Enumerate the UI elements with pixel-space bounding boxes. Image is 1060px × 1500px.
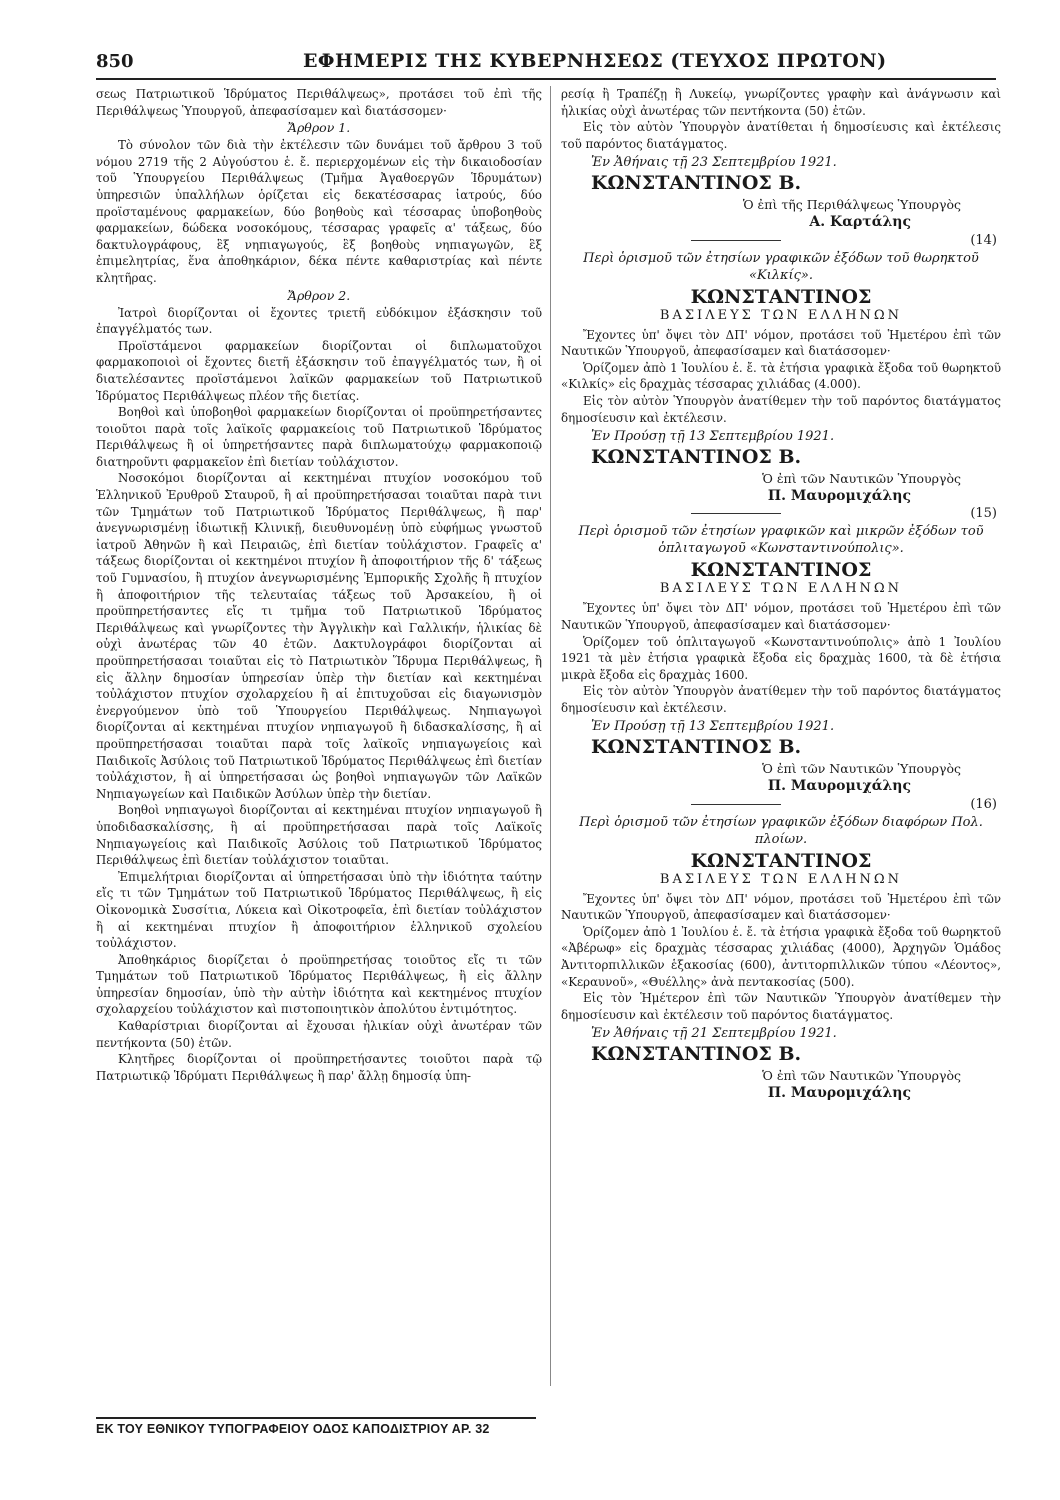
king-subtitle: ΒΑΣΙΛΕΥΣ ΤΩΝ ΕΛΛΗΝΩΝ xyxy=(659,871,903,887)
minister-title: Ὁ ἐπὶ τῆς Περιθάλψεως Ὑπουργὸς xyxy=(742,197,961,213)
execution-clause: Εἰς τὸν αὐτὸν Ὑπουργὸν ἀνατίθεμεν τὴν τοῦ παρόντος διατάγματος δημοσίευσιν καὶ ἐκτέλεσιν. xyxy=(561,393,1001,425)
printer-imprint: ΕΚ ΤΟΥ ΕΘΝΙΚΟΥ ΤΥΠΟΓΡΑΦΕΙΟΥ ΟΔΟΣ ΚΑΠΟΔΙΣΤΡΙΟΥ ΑΡ. 32 xyxy=(96,1417,536,1436)
body-columns xyxy=(96,86,1001,1386)
separator-rule xyxy=(691,240,781,241)
decree-title: Περὶ ὁρισμοῦ τῶν ἐτησίων γραφικῶν ἐξόδων διαφόρων Πολ. πλοίων. xyxy=(579,814,983,847)
king-signature: ΚΩΝΣΤΑΝΤΙΝΟΣ Β. xyxy=(591,736,802,759)
decree-number: (16) xyxy=(970,796,997,812)
article-1-text: Τὸ σύνολον τῶν διὰ τὴν ἐκτέλεσιν τῶν δυνάμει τοῦ ἄρθρου 3 τοῦ νόμου 2719 τῆς 2 Αὐγούστου ἑ. ἔ. περιερχομένων εἰς τὴν δικαιοδοσίαν τοῦ Ὑπουργείου Περιθάλψεως (Τμῆμα Ἀγαθοεργῶν Ἱδρυμάτων) ὑπηρεσιῶν ὑπαλλήλων ὁρίζεται εἰς δεκατέσσαρας ἰατρούς, δύο προϊσταμένους φαρμακείων, δύο βοηθοὺς καὶ τέσσαρας ὑποβοηθοὺς φαρμακείων, δώδεκα νοσοκόμους, τέσσαρας γραφεῖς α' τάξεως, δύο δακτυλογράφους, ἓξ νηπιαγωγούς, ἓξ βοηθοὺς νηπιαγωγῶν, ἓξ ἐπιμελητρίας, ἕνα ἀποθηκάριον, δέκα πέντε καθαριστρίας καὶ πέντε κλητῆρας. xyxy=(96,138,542,285)
king-subtitle: ΒΑΣΙΛΕΥΣ ΤΩΝ ΕΛΛΗΝΩΝ xyxy=(659,581,903,597)
decree-title: Περὶ ὁρισμοῦ τῶν ἐτησίων γραφικῶν καὶ μικρῶν ἐξόδων τοῦ ὁπλιταγωγοῦ «Κωνσταντινούπολις». xyxy=(578,524,984,557)
paragraph-ushers: Κλητῆρες διορίζονται οἱ προϋπηρετήσαντες τοιοῦτοι παρὰ τῷ Πατριωτικῷ Ἱδρύματι Περιθάλψεως ἢ παρ' ἄλλῃ δημοσίᾳ ὑπη- xyxy=(96,1052,542,1083)
paragraph-pharmacy-assistants: Βοηθοὶ καὶ ὑποβοηθοὶ φαρμακείων διορίζονται οἱ προϋπηρετήσαντες τοιοῦτοι παρὰ τοῖς λαϊκοῖς φαρμακείοις τοῦ Πατριωτικοῦ Ἱδρύματος Περιθάλψεως ἢ οἱ ὑπηρετήσαντες παρὰ διπλωματούχῳ φαρμακοποιῷ διατηροῦντι φαρμακεῖον ἐπὶ διετίαν τοὐλάχιστον. xyxy=(96,405,542,469)
minister-name: Π. Μαυρομιχάλης xyxy=(767,1085,911,1101)
minister-title: Ὁ ἐπὶ τῶν Ναυτικῶν Ὑπουργὸς xyxy=(762,471,961,487)
decree-date: Ἐν Ἀθήναις τῇ 23 Σεπτεμβρίου 1921. xyxy=(591,155,837,171)
paragraph-doctors: Ἰατροὶ διορίζονται οἱ ἔχοντες τριετῆ εὐδόκιμον ἐξάσκησιν τοῦ ἐπαγγέλματός των. xyxy=(96,305,542,337)
decree-date: Ἐν Προύσῃ τῇ 13 Σεπτεμβρίου 1921. xyxy=(591,429,835,445)
minister-name: Π. Μαυρομιχάλης xyxy=(767,778,911,795)
decree-preamble: Ἔχοντες ὑπ' ὄψει τὸν ΔΠ' νόμον, προτάσει τοῦ Ἡμετέρου ἐπὶ τῶν Ναυτικῶν Ὑπουργοῦ, ἀπεφασίσαμεν καὶ διατάσσομεν· xyxy=(561,891,1001,923)
decree-separator xyxy=(561,233,1001,248)
paragraph-pharmacy-heads: Προϊστάμενοι φαρμακείων διορίζονται οἱ διπλωματοῦχοι φαρμακοποιοὶ οἱ ἔχοντες διετῆ ἐξάσκησιν τοῦ ἐπαγγέλματός των, ἢ οἱ διατελέσαντες προϊστάμενοι λαϊκῶν φαρμακείων τοῦ Πατριωτικοῦ Ἱδρύματος Περιθάλψεως πλέον τῆς διετίας. xyxy=(96,338,542,403)
decree-preamble: Ἔχοντες ὑπ' ὄψει τὸν ΔΠ' νόμον, προτάσει τοῦ Ἡμετέρου ἐπὶ τῶν Ναυτικῶν Ὑπουργοῦ, ἀπεφασίσαμεν καὶ διατάσσομεν· xyxy=(561,327,1001,359)
page-number: 850 xyxy=(96,50,134,72)
execution-clause: Εἰς τὸν αὐτὸν Ὑπουργὸν ἀνατίθεμεν τὴν τοῦ παρόντος διατάγματος δημοσίευσιν καὶ ἐκτέλεσιν. xyxy=(561,684,1001,715)
decree-title: Περὶ ὁρισμοῦ τῶν ἐτησίων γραφικῶν ἐξόδων τοῦ θωρηκτοῦ «Κιλκίς». xyxy=(583,250,979,283)
execution-clause: Εἰς τὸν Ἡμέτερον ἐπὶ τῶν Ναυτικῶν Ὑπουργὸν ἀνατίθεμεν τὴν δημοσίευσιν καὶ ἐκτέλεσιν τοῦ παρόντος διατάγματος. xyxy=(561,991,1001,1022)
paragraph-cleaners: Καθαρίστριαι διορίζονται αἱ ἔχουσαι ἡλικίαν οὐχὶ ἀνωτέραν τῶν πεντήκοντα (50) ἐτῶν. xyxy=(96,1019,542,1050)
page-header xyxy=(96,44,996,80)
king-name: ΚΩΝΣΤΑΝΤΙΝΟΣ xyxy=(690,285,872,308)
decree-preamble: Ἔχοντες ὑπ' ὄψει τὸν ΔΠ' νόμον, προτάσει τοῦ Ἡμετέρου ἐπὶ τῶν Ναυτικῶν Ὑπουργοῦ, ἀπεφασίσαμεν καὶ διατάσσομεν· xyxy=(561,601,1001,632)
left-column xyxy=(96,86,542,1386)
paragraph-assistant-teachers: Βοηθοὶ νηπιαγωγοὶ διορίζονται αἱ κεκτημέναι πτυχίον νηπιαγωγοῦ ἢ ὑποδιδασκαλίσσης, ἢ αἱ προϋπηρετήσασαι παρὰ τοῖς Λαϊκοῖς Νηπιαγωγείοις καὶ Παιδικοῖς Ἀσύλοις τοῦ Πατριωτικοῦ Ἱδρύματος Περιθάλψεως ἐπὶ διετίαν τοὐλάχιστον τοιαῦται. xyxy=(96,803,542,868)
execution-clause: Εἰς τὸν αὐτὸν Ὑπουργὸν ἀνατίθεται ἡ δημοσίευσις καὶ ἐκτέλεσις τοῦ παρόντος διατάγματος. xyxy=(561,120,1001,151)
separator-rule xyxy=(691,804,781,805)
minister-name: Π. Μαυρομιχάλης xyxy=(767,487,911,504)
article-1-heading: Ἄρθρον 1. xyxy=(287,120,351,136)
paragraph-nurses-clerks: Νοσοκόμοι διορίζονται αἱ κεκτημέναι πτυχίον νοσοκόμου τοῦ Ἑλληνικοῦ Ἐρυθροῦ Σταυροῦ, ἢ αἱ προϋπηρετήσασαι τοιαῦται παρὰ τινι τῶν Τμημάτων τοῦ Πατριωτικοῦ Ἱδρύματος Περιθάλψεως, ἢ παρ' ἀνεγνωρισμένῃ ἰδιωτικῇ Κλινικῇ, διευθυνομένῃ ὑπὸ εὐφήμως γνωστοῦ ἰατροῦ Ἀθηνῶν ἢ καὶ Πειραιῶς, ἐπὶ διετίαν τοὐλάχιστον. Γραφεῖς α' τάξεως διορίζονται οἱ κεκτημένοι πτυχίον ἢ ἀποφοιτήριον τῆς δ' τάξεως τοῦ Γυμνασίου, ἢ πτυχίον ἀνεγνωρισμένης Ἐμπορικῆς Σχολῆς ἢ πτυχίον ἢ ἀποφοιτήριον τῆς τελευταίας τάξεως τοῦ Ἀρσακείου, ἢ οἱ προϋπηρετήσαντες εἴς τι τμῆμα τοῦ Πατριωτικοῦ Ἱδρύματος Περιθάλψεως καὶ γνωρίζοντες τὴν Ἀγγλικὴν καὶ Γαλλικήν, ἡλικίας δὲ οὐχὶ ἀνωτέρας τῶν 40 ἐτῶν. Δακτυλογράφοι διορίζονται αἱ προϋπηρετήσασαι τοιαῦται εἰς τὸ Πατριωτικὸν Ἵδρυμα Περιθάλψεως, ἢ εἰς ἄλλην δημοσίαν ὑπηρεσίαν ὑπὲρ τὴν διετίαν καὶ κεκτημέναι τοὐλάχιστον πτυχίον σχολαρχείου ἢ αἱ ἐπιτυχοῦσαι εἰς διαγωνισμὸν ἐνεργούμενον ὑπὸ τοῦ Ὑπουργείου Περιθάλψεως. Νηπιαγωγοὶ διορίζονται αἱ κεκτημέναι πτυχίον νηπιαγωγοῦ ἢ διδασκαλίσσης, ἢ αἱ προϋπηρετήσασαι τοιαῦται παρὰ τοῖς λαϊκοῖς νηπιαγωγείοις καὶ Παιδικοῖς Ἀσύλοις τοῦ Πατριωτικοῦ Ἱδρύματος Περιθάλψεως ἐπὶ διετίαν τοὐλάχιστον, ἢ αἱ ὑπηρετήσασαι ὡς βοηθοὶ νηπιαγωγῶν τῶν Λαϊκῶν Νηπιαγωγείων καὶ Παιδικῶν Ἀσύλων ὑπὲρ τὴν διετίαν. xyxy=(96,471,542,801)
king-signature: ΚΩΝΣΤΑΝΤΙΝΟΣ Β. xyxy=(591,172,802,195)
decree-number: (15) xyxy=(970,506,997,522)
decree-body: Ὁρίζομεν ἀπὸ 1 Ἰουλίου ἑ. ἔ. τὰ ἐτήσια γραφικὰ ἔξοδα τοῦ θωρηκτοῦ «Ἀβέρωφ» εἰς δραχμὰς τέσσαρας χιλιάδας (4000), Ἀρχηγῶν Ὁμάδος Ἀντιτορπιλλικῶν ἑξακοσίας (600), ἀντιτορπιλλικῶν τύπου «Λέοντος», «Κεραυνοῦ», «Θυέλλης» ἀνὰ πεντακοσίας (500). xyxy=(561,924,1001,989)
minister-name: Α. Καρτάλης xyxy=(809,213,911,230)
right-column xyxy=(550,86,1001,1386)
king-signature: ΚΩΝΣΤΑΝΤΙΝΟΣ Β. xyxy=(591,446,802,469)
decree-date: Ἐν Ἀθήναις τῇ 21 Σεπτεμβρίου 1921. xyxy=(591,1026,837,1042)
decree-intro: σεως Πατριωτικοῦ Ἱδρύματος Περιθάλψεως», προτάσει τοῦ ἐπὶ τῆς Περιθάλψεως Ὑπουργοῦ, ἀπεφασίσαμεν καὶ διατάσσομεν· xyxy=(96,87,542,118)
continued-text: ρεσίᾳ ἢ Τραπέζῃ ἢ Λυκείῳ, γνωρίζοντες γραφὴν καὶ ἀνάγνωσιν καὶ ἡλικίας οὐχὶ ἀνωτέρας τῶν πεντήκοντα (50) ἐτῶν. xyxy=(561,87,1001,118)
minister-title: Ὁ ἐπὶ τῶν Ναυτικῶν Ὑπουργὸς xyxy=(762,1068,961,1084)
decree-date: Ἐν Προύσῃ τῇ 13 Σεπτεμβρίου 1921. xyxy=(591,719,835,735)
paragraph-supervisors: Ἐπιμελήτριαι διορίζονται αἱ ὑπηρετήσασαι ὑπὸ τὴν ἰδιότητα ταύτην εἴς τι τῶν Τμημάτων τοῦ Πατριωτικοῦ Ἱδρύματος Περιθάλψεως, ἢ εἰς Οἰκονομικὰ Συσσίτια, Λύκεια καὶ Οἰκοτροφεῖα, ἐπὶ διετίαν τοὐλάχιστον ἢ αἱ κεκτημέναι πτυχίον ἢ ἀποφοιτήριον ἑλληνικοῦ σχολείου τοὐλάχιστον. xyxy=(96,869,542,951)
king-name: ΚΩΝΣΤΑΝΤΙΝΟΣ xyxy=(690,559,872,582)
decree-separator xyxy=(561,506,1001,521)
gazette-title: ΕΦΗΜΕΡΙΣ ΤΗΣ ΚΥΒΕΡΝΗΣΕΩΣ (ΤΕΥΧΟΣ ΠΡΩΤΟΝ) xyxy=(302,50,887,72)
article-2-heading: Ἄρθρον 2. xyxy=(287,287,351,303)
decree-body: Ὁρίζομεν ἀπὸ 1 Ἰουλίου ἑ. ἔ. τὰ ἐτήσια γραφικὰ ἔξοδα τοῦ θωρηκτοῦ «Κιλκίς» εἰς δραχμὰς τέσσαρας χιλιάδας (4.000). xyxy=(561,360,1001,392)
minister-title: Ὁ ἐπὶ τῶν Ναυτικῶν Ὑπουργὸς xyxy=(762,761,961,777)
king-signature: ΚΩΝΣΤΑΝΤΙΝΟΣ Β. xyxy=(591,1043,802,1066)
king-subtitle: ΒΑΣΙΛΕΥΣ ΤΩΝ ΕΛΛΗΝΩΝ xyxy=(659,307,903,323)
decree-number: (14) xyxy=(970,232,997,248)
king-name: ΚΩΝΣΤΑΝΤΙΝΟΣ xyxy=(690,849,872,872)
decree-separator xyxy=(561,797,1001,812)
separator-rule xyxy=(691,513,781,514)
paragraph-storekeeper: Ἀποθηκάριος διορίζεται ὁ προϋπηρετήσας τοιοῦτος εἴς τι τῶν Τμημάτων τοῦ Πατριωτικοῦ Ἱδρύματος Περιθάλψεως, ἢ εἰς ἄλλην ὑπηρεσίαν δημοσίαν, ὑπὸ τὴν αὐτὴν ἰδιότητα καὶ κεκτημένος πτυχίον σχολαρχείου τοὐλάχιστον καὶ πιστοποιητικὸν ἀπολύτου ἐντιμότητος. xyxy=(96,952,542,1017)
decree-body: Ὁρίζομεν τοῦ ὁπλιταγωγοῦ «Κωνσταντινούπολις» ἀπὸ 1 Ἰουλίου 1921 τὰ μὲν ἐτήσια γραφικὰ ἔξοδα εἰς δραχμὰς 1600, τὰ δὲ ἐτήσια μικρὰ ἔξοδα εἰς δραχμὰς 1600. xyxy=(561,634,1001,682)
